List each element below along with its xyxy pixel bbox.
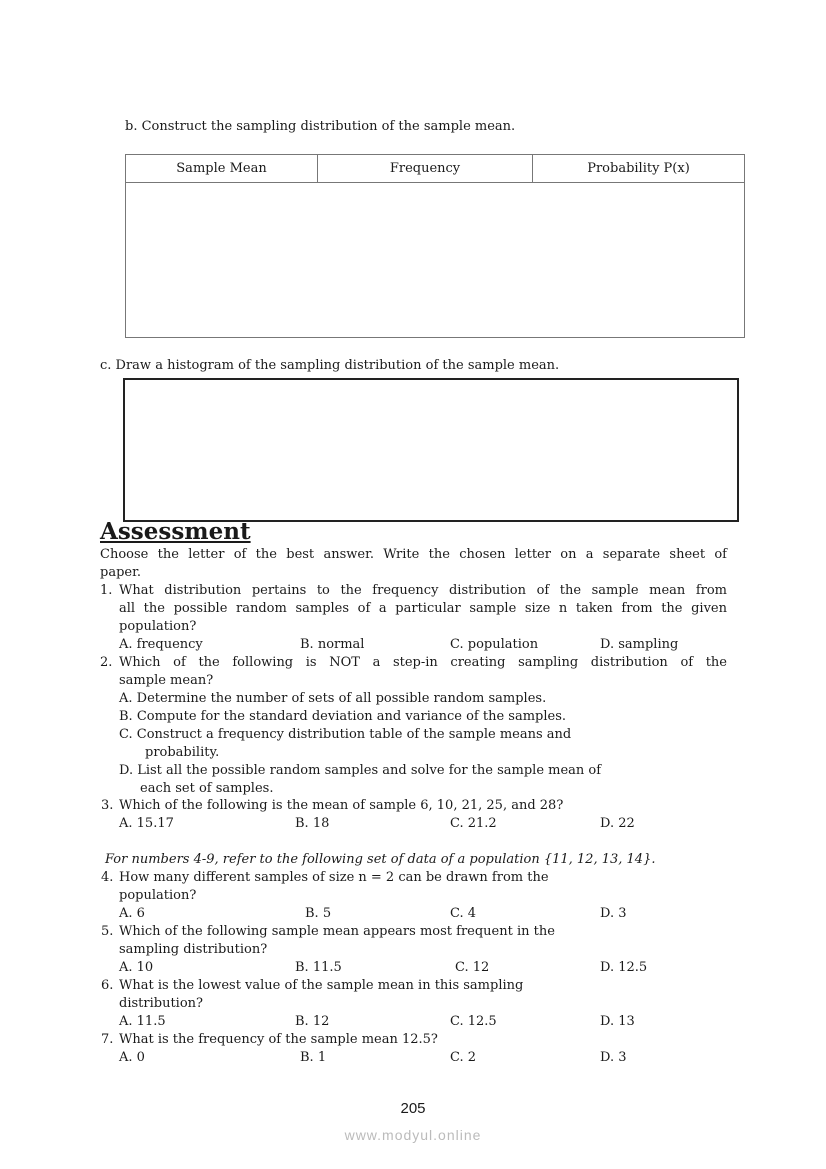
option-d: D. 12.5: [600, 960, 648, 975]
question-text: Which of the following sample mean appears most frequent in the: [119, 924, 555, 939]
option-c: C. population: [450, 637, 539, 652]
option-d: D. List all the possible random samples and solve for the sample mean of: [119, 763, 602, 778]
option-b: B. 18: [295, 816, 330, 831]
question-number: 6.: [101, 978, 114, 993]
option-c: C. 21.2: [450, 816, 497, 831]
option-a: A. 0: [119, 1050, 145, 1065]
option-b: B. 12: [295, 1014, 330, 1029]
question-text: Which of the following is the mean of sample 6, 10, 21, 25, and 28?: [119, 798, 564, 813]
sampling-distribution-table: [125, 154, 745, 338]
option-b: B. normal: [300, 637, 365, 652]
option-a: A. 11.5: [119, 1014, 166, 1029]
option-a: A. frequency: [119, 637, 203, 652]
question-number: 7.: [101, 1032, 114, 1047]
question-text: What is the frequency of the sample mean 12.5?: [119, 1032, 438, 1047]
question-text: What distribution pertains to the frequency distribution of the sample mean from: [119, 583, 727, 598]
header-probability: Probability P(x): [587, 161, 690, 176]
option-a: A. 15.17: [119, 816, 174, 831]
option-c: C. Construct a frequency distribution table of the sample means and: [119, 727, 572, 742]
question-text: all the possible random samples of a particular sample size n taken from the given: [119, 601, 727, 616]
page-number: 205: [400, 1100, 426, 1117]
assessment-title: Assessment: [100, 518, 251, 545]
question-number: 2.: [100, 655, 113, 670]
part-c-instruction: c. Draw a histogram of the sampling distribution of the sample mean.: [100, 358, 560, 373]
option-d: D. 22: [600, 816, 635, 831]
part-b-instruction: b. Construct the sampling distribution of the sample mean.: [125, 119, 516, 134]
option-d: D. sampling: [600, 637, 679, 652]
question-text: sample mean?: [119, 673, 214, 688]
header-frequency: Frequency: [318, 155, 533, 182]
question-number: 4.: [101, 870, 114, 885]
question-number: 1.: [100, 583, 113, 598]
option-a: A. 10: [119, 960, 154, 975]
question-number: 3.: [101, 798, 114, 813]
option-c: C. 2: [450, 1050, 477, 1065]
watermark: www.modyul.online: [344, 1127, 482, 1143]
option-b: B. Compute for the standard deviation and variance of the samples.: [119, 709, 567, 724]
histogram-answer-box: [123, 378, 739, 522]
question-text: distribution?: [119, 996, 203, 1011]
option-b: B. 5: [305, 906, 332, 921]
option-c-cont: probability.: [145, 745, 220, 760]
question-text: sampling distribution?: [119, 942, 268, 957]
question-text: Which of the following is NOT a step-in creating sampling distribution of the: [119, 655, 727, 670]
option-d: D. 13: [600, 1014, 635, 1029]
option-d: D. 3: [600, 906, 627, 921]
question-text: What is the lowest value of the sample mean in this sampling: [119, 978, 524, 993]
population-note: For numbers 4-9, refer to the following set of data of a population {11, 12, 13, 14}.: [105, 852, 656, 867]
option-c: C. 4: [450, 906, 477, 921]
question-number: 5.: [101, 924, 114, 939]
option-c: C. 12.5: [450, 1014, 497, 1029]
question-text: population?: [119, 888, 197, 903]
option-d: D. 3: [600, 1050, 627, 1065]
question-text: How many different samples of size n = 2 can be drawn from the: [119, 870, 549, 885]
table-header-row: [126, 155, 744, 183]
option-a: A. 6: [119, 906, 145, 921]
option-a: A. Determine the number of sets of all possible random samples.: [119, 691, 547, 706]
header-sample-mean: Sample Mean: [126, 155, 318, 182]
option-b: B. 11.5: [295, 960, 342, 975]
option-d-cont: each set of samples.: [140, 781, 274, 796]
question-text: population?: [119, 619, 197, 634]
option-c: C. 12: [455, 960, 490, 975]
instructions-line-2: paper.: [100, 565, 142, 580]
option-b: B. 1: [300, 1050, 327, 1065]
instructions-line-1: Choose the letter of the best answer. Write the chosen letter on a separate sheet of: [100, 547, 727, 562]
